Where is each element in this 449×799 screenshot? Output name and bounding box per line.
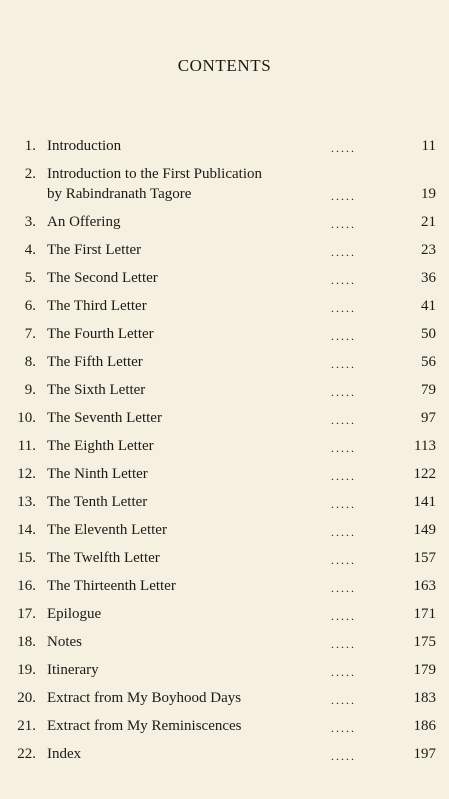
toc-entry-number: 21. bbox=[17, 718, 36, 734]
toc-entry-number: 14. bbox=[17, 522, 36, 538]
toc-entry-number: 9. bbox=[24, 382, 36, 398]
toc-entry-title: The Sixth Letter bbox=[47, 382, 146, 398]
toc-entry-number: 17. bbox=[17, 606, 36, 622]
toc-entry-number: 8. bbox=[24, 354, 36, 370]
toc-entry bbox=[0, 324, 449, 344]
toc-entry-title: The Third Letter bbox=[47, 298, 147, 314]
toc-entry-leader-dots: ..... bbox=[331, 721, 356, 735]
toc-entry-title: Extract from My Boyhood Days bbox=[47, 690, 242, 706]
toc-entry-number: 22. bbox=[17, 746, 36, 762]
toc-entry-page-number: 179 bbox=[413, 662, 436, 678]
toc-entry bbox=[0, 380, 449, 400]
toc-entry bbox=[0, 464, 449, 484]
toc-entry-leader-dots: ..... bbox=[331, 525, 356, 539]
toc-entry bbox=[0, 240, 449, 260]
toc-entry bbox=[0, 604, 449, 624]
toc-entry-page-number: 19 bbox=[421, 186, 436, 202]
toc-entry-number: 6. bbox=[24, 298, 36, 314]
toc-entry bbox=[0, 164, 449, 204]
toc-entry-title: Introduction to the First Publication by Rabindranath Tagore bbox=[47, 166, 262, 202]
toc-entry-leader-dots: ..... bbox=[331, 357, 356, 371]
toc-entry-number: 10. bbox=[17, 410, 36, 426]
toc-entry bbox=[0, 296, 449, 316]
toc-entry-page-number: 97 bbox=[421, 410, 436, 426]
toc-entry-number: 2. bbox=[24, 166, 36, 182]
toc-entry-page-number: 171 bbox=[413, 606, 436, 622]
toc-entry-page-number: 41 bbox=[421, 298, 436, 314]
toc-entry-leader-dots: ..... bbox=[331, 141, 356, 155]
toc-entry-page-number: 21 bbox=[421, 214, 436, 230]
toc-entry-number: 7. bbox=[24, 326, 36, 342]
toc-entry-leader-dots: ..... bbox=[331, 329, 356, 343]
toc-entry bbox=[0, 688, 449, 708]
toc-entry-leader-dots: ..... bbox=[331, 497, 356, 511]
toc-entry-page-number: 23 bbox=[421, 242, 436, 258]
toc-entry-leader-dots: ..... bbox=[331, 189, 356, 203]
toc-entry-title: The Fifth Letter bbox=[47, 354, 143, 370]
toc-entry-title: The Eleventh Letter bbox=[47, 522, 167, 538]
toc-entry bbox=[0, 492, 449, 512]
toc-entry-title: The Second Letter bbox=[47, 270, 158, 286]
toc-entry-title: The Fourth Letter bbox=[47, 326, 154, 342]
toc-entry-title: Notes bbox=[47, 634, 82, 650]
toc-entry-page-number: 113 bbox=[414, 438, 436, 454]
toc-entry-page-number: 175 bbox=[413, 634, 436, 650]
toc-entry-title: Introduction bbox=[47, 138, 122, 154]
toc-entry bbox=[0, 576, 449, 596]
toc-entry bbox=[0, 716, 449, 736]
toc-entry-page-number: 186 bbox=[413, 718, 436, 734]
toc-entry-page-number: 197 bbox=[413, 746, 436, 762]
toc-entry-page-number: 122 bbox=[413, 466, 436, 482]
toc-entry-leader-dots: ..... bbox=[331, 749, 356, 763]
toc-entry-leader-dots: ..... bbox=[331, 581, 356, 595]
toc-entry-number: 19. bbox=[17, 662, 36, 678]
toc-entry bbox=[0, 212, 449, 232]
toc-entry-title: Index bbox=[47, 746, 82, 762]
toc-entry-page-number: 157 bbox=[413, 550, 436, 566]
toc-entry-page-number: 36 bbox=[421, 270, 436, 286]
toc-entry-leader-dots: ..... bbox=[331, 413, 356, 427]
toc-entry bbox=[0, 268, 449, 288]
toc-entry-page-number: 183 bbox=[413, 690, 436, 706]
toc-entry-page-number: 56 bbox=[421, 354, 436, 370]
toc-entry-leader-dots: ..... bbox=[331, 441, 356, 455]
toc-entry-title: The Tenth Letter bbox=[47, 494, 148, 510]
toc-entry-leader-dots: ..... bbox=[331, 273, 356, 287]
toc-entry-leader-dots: ..... bbox=[331, 693, 356, 707]
toc-entry bbox=[0, 136, 449, 156]
toc-entry-title: The Thirteenth Letter bbox=[47, 578, 176, 594]
toc-entry-number: 20. bbox=[17, 690, 36, 706]
toc-entry bbox=[0, 352, 449, 372]
toc-entry-title: The First Letter bbox=[47, 242, 142, 258]
toc-entry-leader-dots: ..... bbox=[331, 637, 356, 651]
toc-entry-number: 15. bbox=[17, 550, 36, 566]
toc-entry-title: Itinerary bbox=[47, 662, 99, 678]
toc-entry-number: 11. bbox=[17, 438, 36, 454]
toc-entry bbox=[0, 408, 449, 428]
toc-entry-page-number: 50 bbox=[421, 326, 436, 342]
toc-entry bbox=[0, 520, 449, 540]
toc-entry-title: Epilogue bbox=[47, 606, 102, 622]
toc-entry-leader-dots: ..... bbox=[331, 469, 356, 483]
toc-entry-leader-dots: ..... bbox=[331, 609, 356, 623]
toc-entry-number: 12. bbox=[17, 466, 36, 482]
page-title: CONTENTS bbox=[177, 56, 272, 75]
toc-entry-page-number: 11 bbox=[421, 138, 436, 154]
toc-entry-page-number: 149 bbox=[413, 522, 436, 538]
toc-entry bbox=[0, 660, 449, 680]
toc-entry-leader-dots: ..... bbox=[331, 665, 356, 679]
toc-entry-number: 5. bbox=[24, 270, 36, 286]
toc-entry-number: 16. bbox=[17, 578, 36, 594]
toc-entry-page-number: 79 bbox=[421, 382, 436, 398]
toc-entry-leader-dots: ..... bbox=[331, 217, 356, 231]
toc-entry bbox=[0, 548, 449, 568]
toc-entry-number: 4. bbox=[24, 242, 36, 258]
toc-entry-title: The Twelfth Letter bbox=[47, 550, 160, 566]
toc-entry-number: 18. bbox=[17, 634, 36, 650]
toc-entry-title: The Eighth Letter bbox=[47, 438, 154, 454]
toc-entry bbox=[0, 436, 449, 456]
toc-entry-title: The Seventh Letter bbox=[47, 410, 162, 426]
toc-entry-leader-dots: ..... bbox=[331, 245, 356, 259]
toc-entry-number: 1. bbox=[24, 138, 36, 154]
toc-entry bbox=[0, 744, 449, 764]
toc-entry-leader-dots: ..... bbox=[331, 553, 356, 567]
toc-entry-number: 3. bbox=[24, 214, 36, 230]
toc-entry-page-number: 163 bbox=[413, 578, 436, 594]
toc-entry-title: An Offering bbox=[47, 214, 121, 230]
toc-entry-number: 13. bbox=[17, 494, 36, 510]
toc-entry-page-number: 141 bbox=[413, 494, 436, 510]
toc-entry-leader-dots: ..... bbox=[331, 301, 356, 315]
toc-entry-title: Extract from My Reminiscences bbox=[47, 718, 242, 734]
toc-entry bbox=[0, 632, 449, 652]
toc-entry-title: The Ninth Letter bbox=[47, 466, 148, 482]
toc-entry-leader-dots: ..... bbox=[331, 385, 356, 399]
